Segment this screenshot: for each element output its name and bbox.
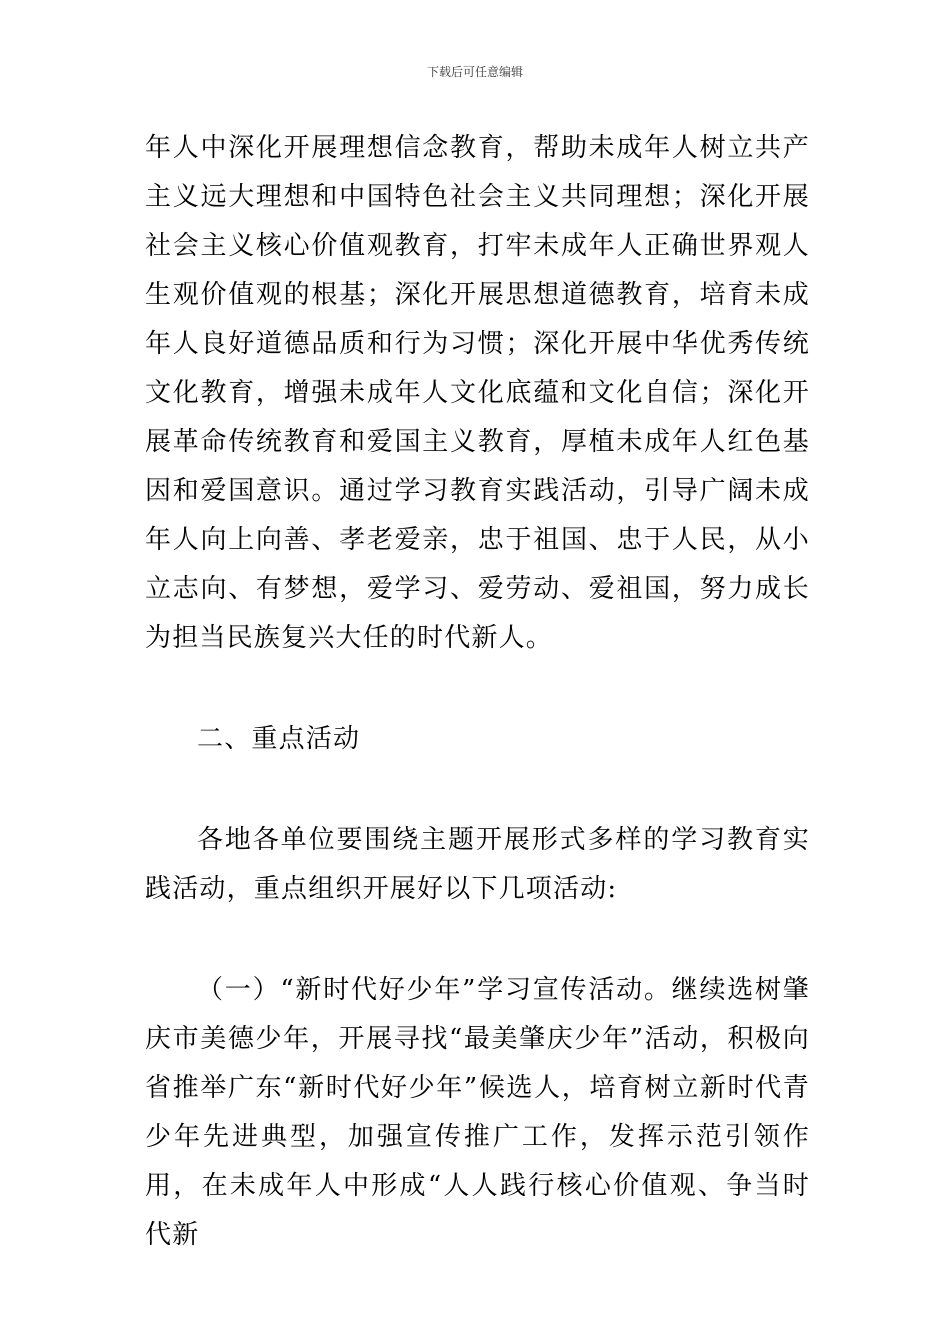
paragraph-item-one: （一）“新时代好少年”学习宣传活动。继续选树肇庆市美德少年，开展寻找“最美肇庆少年”活动，积极向省推举广东“新时代好少年”候选人，培育树立新时代青少年先进典型，加强宣传推广工作，发挥示范引领作用，在未成年人中形成“人人践行核心价值观、争当时代新 bbox=[145, 975, 810, 1250]
paragraph-continuation: 年人中深化开展理想信念教育，帮助未成年人树立共产主义远大理想和中国特色社会主义共同理想；深化开展社会主义核心价值观教育，打牢未成年人正确世界观人生观价值观的根基；深化开展思想道德教育，培育未成年人良好道德品质和行为习惯；深化开展中华优秀传统文化教育，增强未成年人文化底蕴和文化自信；深化开展革命传统教育和爱国主义教育，厚植未成年人红色基因和爱国意识。通过学习教育实践活动，引导广阔未成年人向上向善、孝老爱亲，忠于祖国、忠于人民，从小立志向、有梦想，爱学习、爱劳动、爱祖国，努力成长为担当民族复兴大任的时代新人。 bbox=[145, 133, 810, 653]
document-body bbox=[145, 124, 810, 1260]
page-header-note: 下载后可任意编辑 bbox=[426, 65, 523, 79]
paragraph-section-intro: 各地各单位要围绕主题开展形式多样的学习教育实践活动，重点组织开展好以下几项活动: bbox=[145, 825, 810, 904]
section-heading: 二、重点活动 bbox=[197, 724, 361, 754]
